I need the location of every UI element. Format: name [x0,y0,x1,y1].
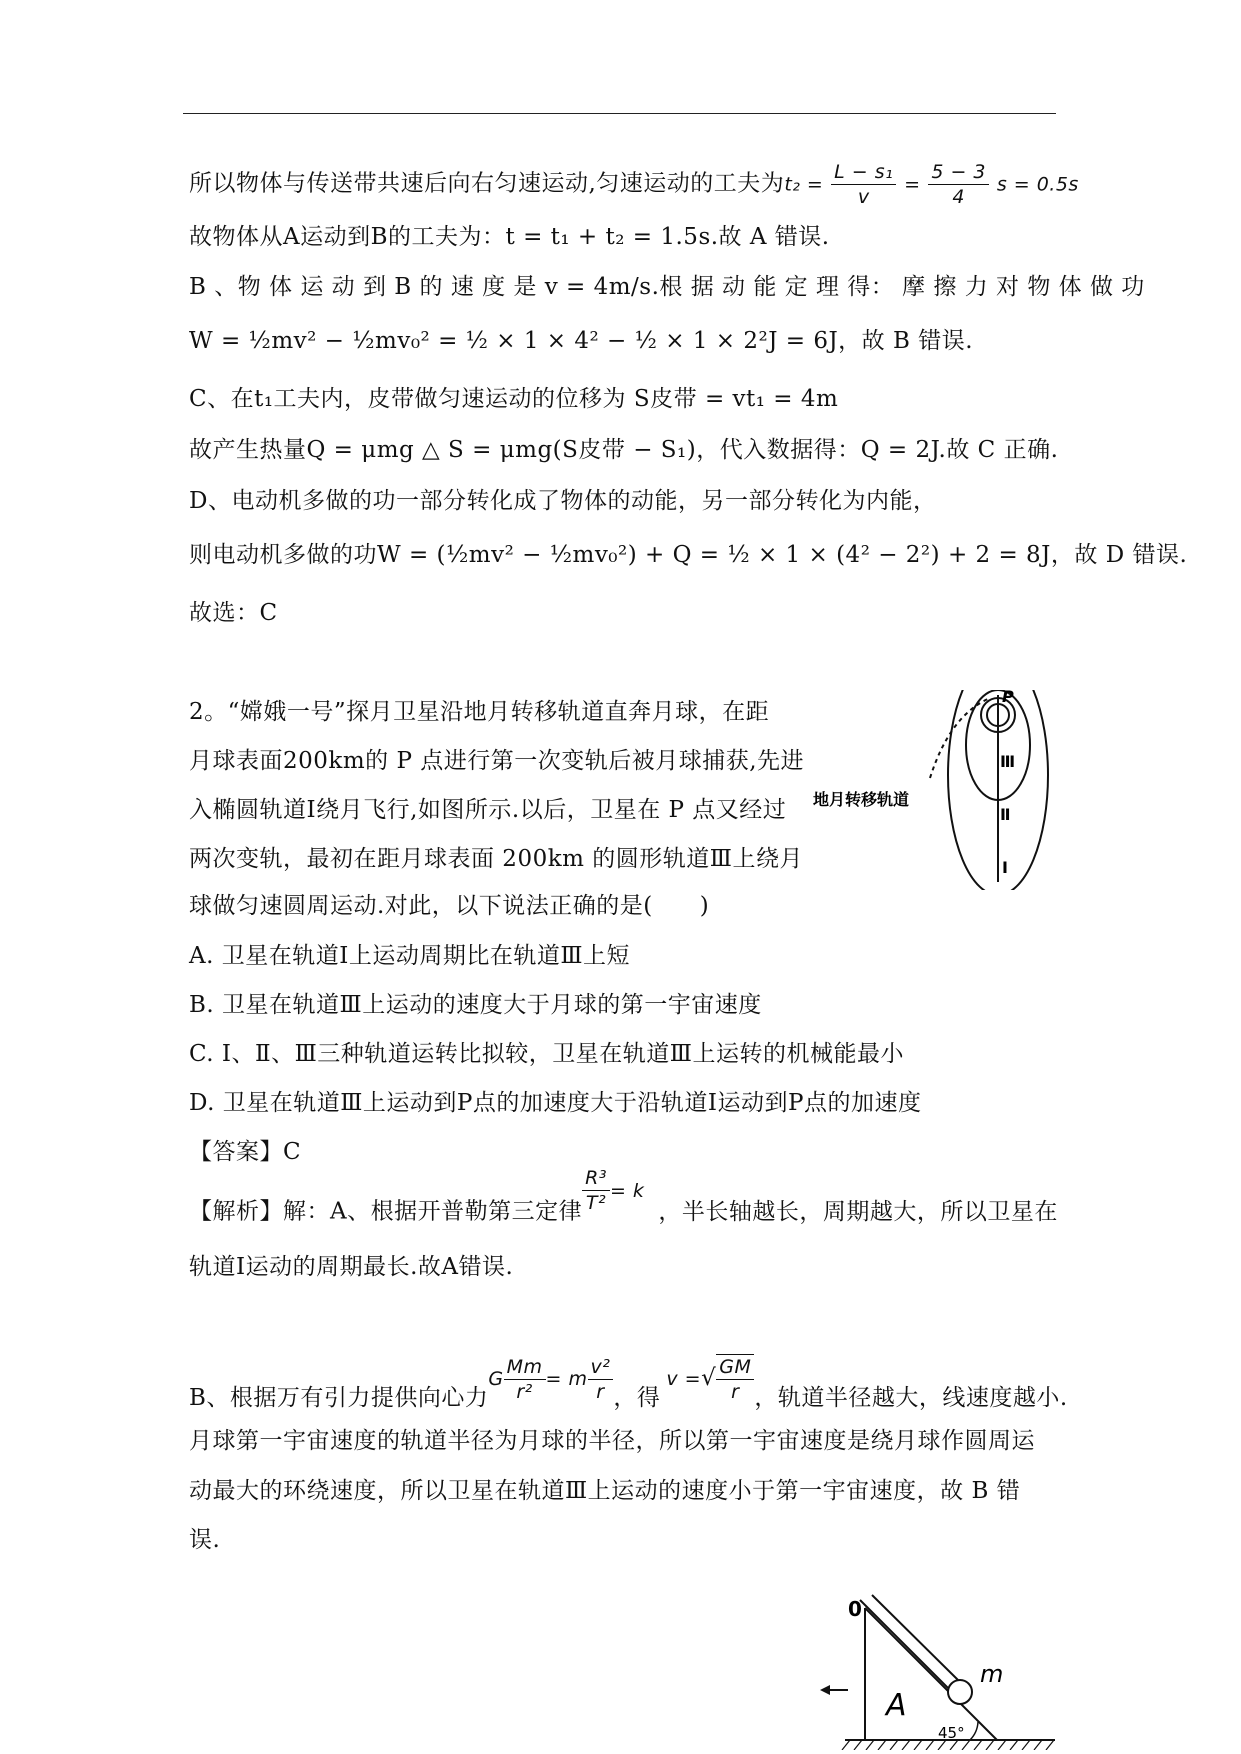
rod-line-2 [872,1595,958,1680]
text-line-9: 故选：C [189,600,278,626]
label-angle: 45° [938,1724,965,1742]
text-line-7: D、电动机多做的功一部分转化成了物体的动能，另一部分转化为内能， [189,488,937,514]
analysis-text: 【解析】解：A、根据开普勒第三定律 [189,1198,583,1225]
text-line-2: 故物体从A运动到B的工夫为：t = t₁ + t₂ = 1.5s.故 A 错误. [189,224,830,250]
option-a: A. 卫星在轨道Ⅰ上运动周期比在轨道Ⅲ上短 [189,943,630,969]
velocity-v: v = [666,1368,702,1390]
question-2-line-1: 2。“嫦娥一号”探月卫星沿地月转移轨道直奔月球，在距 [189,699,770,725]
transfer-orbit-caption: 地月转移轨道 [813,790,910,809]
label-iii: Ⅲ [1000,752,1016,771]
option-b: B. 卫星在轨道Ⅲ上运动的速度大于月球的第一宇宙速度 [189,992,762,1018]
text-line-3: B 、物 体 运 动 到 B 的 速 度 是 v = 4m/s.根 据 动 能 定 理 得： 摩 擦 力 对 物 体 做 功 [189,274,1145,300]
line-1-result: s = 0.5s [996,173,1079,196]
line-1-text: 所以物体与传送带共速后向右匀速运动,匀速运动的工夫为 [189,170,785,197]
fraction-l-s1-over-v: $\frac{\text{L − s₁}}{v}$ [831,160,896,209]
left-arrow-icon [820,1685,830,1695]
label-i: Ⅰ [1002,858,1008,877]
label-a: A [886,1688,907,1723]
orbit-diagram [810,690,1060,890]
text-line-6: 故产生热量Q = μmg △ S = μmg(S皮带 − S₁)，代入数据得：Q = 2J.故 C 正确. [189,437,1059,463]
option-d: D. 卫星在轨道Ⅲ上运动到P点的加速度大于沿轨道Ⅰ运动到P点的加速度 [189,1090,922,1116]
analysis-b-line-3: 动最大的环绕速度，所以卫星在轨道Ⅲ上运动的速度小于第一宇宙速度，故 B 错 [189,1478,1021,1504]
analysis-line-1-tail: ，半长轴越长，周期越大，所以卫星在 [658,1198,1058,1225]
incline-surface [865,1608,997,1740]
text-line-1 [189,160,1079,209]
label-m: m [980,1660,1004,1688]
b-de: ，得 [613,1385,661,1411]
analysis-line-1 [189,1167,1058,1237]
question-2-line-4: 两次变轨，最初在距月球表面 200km 的圆形轨道Ⅲ上绕月 [189,846,803,872]
equals-sign: = [904,173,921,196]
sqrt-sign-icon: √ [701,1365,717,1391]
fraction-gm-over-r: $\frac{GM}{r}$ [716,1354,754,1404]
equals-m: = m [545,1368,588,1390]
rod-line-1 [860,1600,948,1688]
line-1-math: t₂ = [784,173,824,196]
b-tail: ，轨道半径越大，线速度越小. [754,1385,1068,1411]
incline-diagram [820,1590,1060,1750]
angle-arc [970,1722,978,1740]
fraction-5-3-over-4: $\frac{5 - 3}{4}$ [928,160,989,209]
fraction-r3-over-t2: $\frac{\text{R³}}{\text{T²}}$ [582,1166,610,1215]
ball-m [948,1680,972,1704]
fraction-mm-over-r2: $\frac{Mm}{\text{r²}}$ [504,1355,546,1404]
text-line-8: 则电动机多做的功W = (½mv² − ½mv₀²) + Q = ½ × 1 × (4² − 2²) + 2 = 8J，故 D 错误. [189,542,1188,568]
answer-line: 【答案】C [189,1139,302,1165]
kepler-constant: = k [609,1179,645,1202]
analysis-b-line-1 [189,1355,1068,1424]
b-prefix: B、根据万有引力提供向心力 [189,1385,489,1411]
label-ii: Ⅱ [1000,805,1011,824]
question-2-line-2: 月球表面200km的 P 点进行第一次变轨后被月球捕获,先进 [189,748,805,774]
question-2-line-3: 入椭圆轨道Ⅰ绕月飞行,如图所示.以后，卫星在 P 点又经过 [189,797,787,823]
header-rule [183,113,1056,114]
analysis-b-line-2: 月球第一宇宙速度的轨道半径为月球的半径，所以第一宇宙速度是绕月球作圆周运 [189,1428,1035,1454]
text-line-5: C、在t₁工夫内，皮带做匀速运动的位移为 S皮带 = vt₁ = 4m [189,386,839,412]
option-c: C. Ⅰ、Ⅱ、Ⅲ三种轨道运转比拟较，卫星在轨道Ⅲ上运转的机械能最小 [189,1041,904,1067]
fraction-v2-over-r: $\frac{\text{v²}}{r}$ [588,1355,614,1404]
question-2-line-5: 球做匀速圆周运动.对此，以下说法正确的是( ) [189,893,710,919]
analysis-line-2: 轨道Ⅰ运动的周期最长.故A错误. [189,1254,514,1280]
label-p: P [1002,690,1014,706]
label-o: 0 [848,1597,862,1621]
text-line-4: W = ½mv² − ½mv₀² = ½ × 1 × 4² − ½ × 1 × 2²J = 6J，故 B 错误. [189,328,974,354]
gravity-g: G [488,1368,504,1390]
analysis-b-line-4: 误. [189,1527,221,1553]
